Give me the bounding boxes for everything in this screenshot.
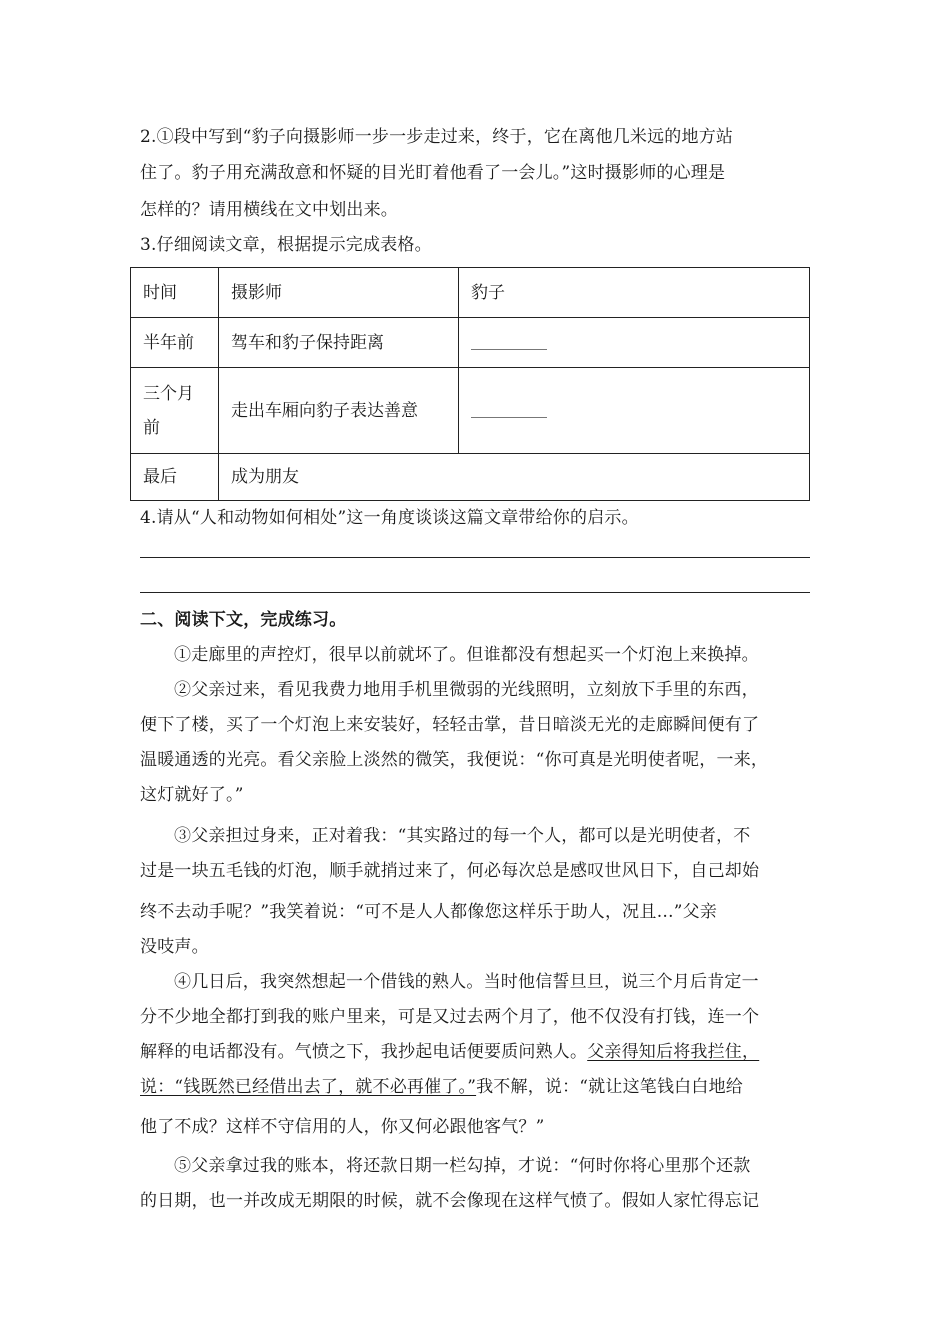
row2-leopard-cell[interactable] — [459, 368, 810, 454]
q2-line-3: 怎样的？请用横线在文中划出来。 — [140, 200, 398, 220]
para-4-line-4 — [140, 1077, 743, 1097]
table-header-row — [131, 268, 810, 318]
para-2-line-2: 便下了楼，买了一个灯泡上来安装好，轻轻击掌，昔日暗淡无光的走廊瞬间便有了 — [140, 715, 760, 735]
section-2-title: 二、阅读下文，完成练习。 — [140, 610, 347, 630]
header-photographer: 摄影师 — [219, 268, 459, 318]
para-3-line-2: 过是一块五毛钱的灯泡，顺手就捎过来了，何必每次总是感叹世风日下，自己却始 — [140, 861, 760, 881]
table-row — [131, 454, 810, 501]
row2-time-line2: 前 — [143, 417, 160, 438]
q3-prompt: 3.仔细阅读文章，根据提示完成表格。 — [140, 235, 432, 255]
para-3-line-4: 没吱声。 — [140, 937, 209, 957]
underlined-father-sentence: 父亲得知后将我拦住， — [587, 1042, 760, 1062]
para-4-line-1: ④几日后，我突然想起一个借钱的熟人。当时他信誓旦旦，说三个月后肯定一 — [174, 972, 759, 992]
para-2-line-4: 这灯就好了。” — [140, 785, 244, 805]
para-4-line-4-text: 我不解，说：“就让这笔钱白白地给 — [476, 1077, 743, 1097]
row2-time-line1: 三个月 — [143, 383, 194, 404]
row2-time — [131, 368, 219, 454]
answer-line[interactable] — [140, 592, 810, 593]
row1-leopard-cell[interactable] — [459, 318, 810, 368]
q2-line-1: 2.①段中写到“豹子向摄影师一步一步走过来，终于，它在离他几米远的地方站 — [140, 127, 734, 147]
para-1-line-1: ①走廊里的声控灯，很早以前就坏了。但谁都没有想起买一个灯泡上来换掉。 — [174, 645, 759, 665]
header-leopard: 豹子 — [459, 268, 810, 318]
para-5-line-2: 的日期，也一并改成无期限的时候，就不会像现在这样气愤了。假如人家忙得忘记 — [140, 1191, 760, 1211]
answer-blank[interactable] — [471, 405, 547, 418]
answer-line[interactable] — [140, 557, 810, 558]
para-3-line-3: 终不去动手呢？”我笑着说：“可不是人人都像您这样乐于助人，况且…”父亲 — [140, 902, 718, 922]
row1-photographer: 驾车和豹子保持距离 — [219, 318, 459, 368]
para-4-line-2: 分不少地全都打到我的账户里来，可是又过去两个月了，他不仅没有打钱，连一个 — [140, 1007, 760, 1027]
para-5-line-1: ⑤父亲拿过我的账本，将还款日期一栏勾掉，才说：“何时你将心里那个还款 — [174, 1156, 751, 1176]
para-4-line-3 — [140, 1042, 759, 1062]
para-4-line-5: 他了不成？这样不守信用的人，你又何必跟他客气？” — [140, 1117, 545, 1137]
row2-photographer: 走出车厢向豹子表达善意 — [219, 368, 459, 454]
para-2-line-1: ②父亲过来，看见我费力地用手机里微弱的光线照明，立刻放下手里的东西， — [174, 680, 759, 700]
q2-line-2: 住了。豹子用充满敌意和怀疑的目光盯着他看了一会儿。”这时摄影师的心理是 — [140, 163, 726, 183]
row3-time: 最后 — [131, 454, 219, 501]
answer-table — [130, 267, 810, 501]
para-4-line-3-text: 解释的电话都没有。气愤之下，我抄起电话便要质问熟人。 — [140, 1042, 588, 1062]
q4-prompt: 4.请从“人和动物如何相处”这一角度谈谈这篇文章带给你的启示。 — [140, 508, 639, 528]
answer-blank[interactable] — [471, 337, 547, 350]
row1-time: 半年前 — [131, 318, 219, 368]
table-row — [131, 368, 810, 454]
row3-photographer: 成为朋友 — [219, 454, 810, 501]
header-time: 时间 — [131, 268, 219, 318]
para-2-line-3: 温暖通透的光亮。看父亲脸上淡然的微笑，我便说：“你可真是光明使者呢，一来， — [140, 750, 769, 770]
underlined-father-quote: 说：“钱既然已经借出去了，就不必再催了。” — [140, 1077, 477, 1097]
table-row — [131, 318, 810, 368]
para-3-line-1: ③父亲担过身来，正对着我：“其实路过的每一个人，都可以是光明使者，不 — [174, 826, 751, 846]
